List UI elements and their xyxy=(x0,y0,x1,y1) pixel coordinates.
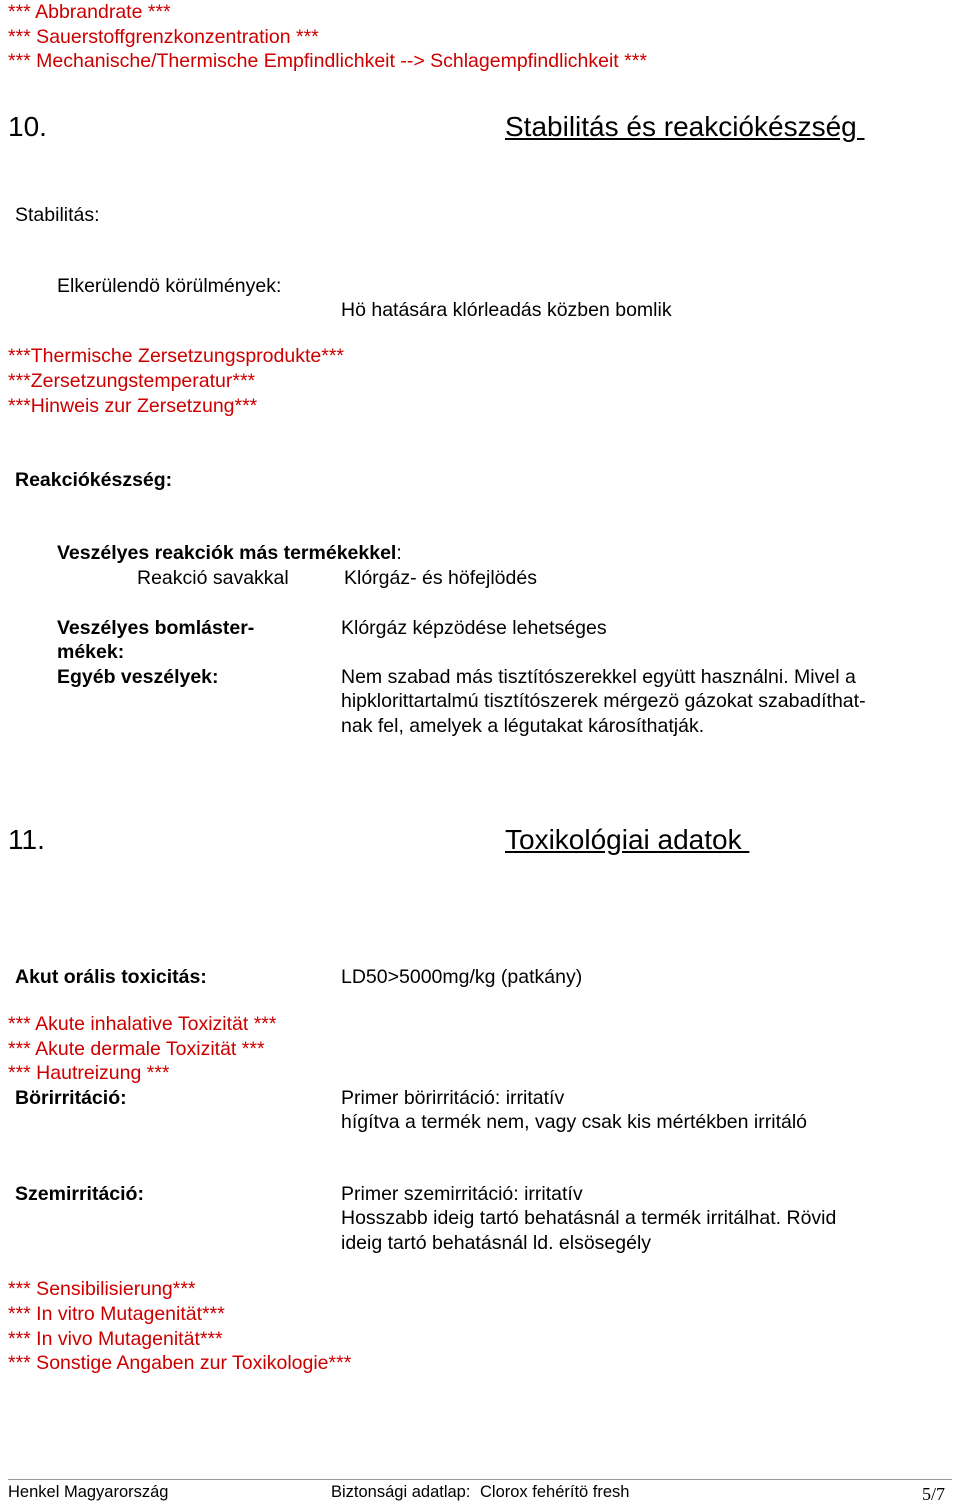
oral-toxicity-label: Akut orális toxicitás: xyxy=(15,966,207,988)
red-note-inhalative: *** Akute inhalative Toxizität *** xyxy=(8,1013,277,1035)
reactivity-label: Reakciókészség: xyxy=(15,469,173,491)
eye-irritation-value-1: Primer szemirritáció: irritatív xyxy=(341,1183,583,1205)
red-note-in-vitro: *** In vitro Mutagenität*** xyxy=(8,1303,225,1325)
oral-toxicity-value: LD50>5000mg/kg (patkány) xyxy=(341,966,583,988)
red-note-thermal-products: ***Thermische Zersetzungsprodukte*** xyxy=(8,345,344,367)
red-note-oxygen-limit: *** Sauerstoffgrenzkonzentration *** xyxy=(8,26,319,48)
acid-reaction-value: Klórgáz- és höfejlödés xyxy=(344,567,537,589)
dangerous-reactions-label: Veszélyes reakciók más termékekkel xyxy=(57,542,397,564)
section-10-number: 10. xyxy=(8,111,47,142)
dangerous-reactions-colon: : xyxy=(396,542,402,564)
other-hazards-line-1: Nem szabad más tisztítószerekkel együtt használni. Mivel a xyxy=(341,666,856,688)
red-note-skin-irritation: *** Hautreizung *** xyxy=(8,1062,170,1084)
dangerous-reactions-heading xyxy=(57,541,402,566)
avoid-conditions-value: Hö hatására klórleadás közben bomlik xyxy=(341,299,672,321)
red-note-burn-rate: *** Abbrandrate *** xyxy=(8,1,171,23)
footer-doc-label: Biztonsági adatlap: xyxy=(331,1483,471,1501)
eye-irritation-value-2: Hosszabb ideig tartó behatásnál a termék irritálhat. Rövid xyxy=(341,1207,837,1229)
section-11-title: Toxikológiai adatok xyxy=(505,824,750,855)
other-hazards-line-3: nak fel, amelyek a légutakat károsíthatják. xyxy=(341,715,705,737)
decomposition-products-label-cont: mékek: xyxy=(57,641,125,663)
other-hazards-label: Egyéb veszélyek: xyxy=(57,666,219,688)
stability-label: Stabilitás: xyxy=(15,204,100,226)
skin-irritation-value-2: hígítva a termék nem, vagy csak kis mértékben irritáló xyxy=(341,1111,808,1133)
decomposition-products-label: Veszélyes bomláster- xyxy=(57,617,255,639)
eye-irritation-label: Szemirritáció: xyxy=(15,1183,144,1205)
footer-divider xyxy=(8,1479,952,1480)
footer-company: Henkel Magyarország xyxy=(8,1483,169,1501)
red-note-sensitivity: *** Mechanische/Thermische Empfindlichkeit --> Schlagempfindlichkeit *** xyxy=(8,50,647,72)
acid-reaction-label: Reakció savakkal xyxy=(137,567,289,589)
red-note-sensitization: *** Sensibilisierung*** xyxy=(8,1278,196,1300)
skin-irritation-value-1: Primer börirritáció: irritatív xyxy=(341,1087,565,1109)
red-note-decomp-temp: ***Zersetzungstemperatur*** xyxy=(8,370,256,392)
red-note-other-tox: *** Sonstige Angaben zur Toxikologie*** xyxy=(8,1352,352,1374)
red-note-decomp-hint: ***Hinweis zur Zersetzung*** xyxy=(8,395,258,417)
section-11-number: 11. xyxy=(8,824,45,855)
other-hazards-line-2: hipklorittartalmú tisztítószerek mérgezö gázokat szabadíthat- xyxy=(341,690,866,712)
eye-irritation-value-3: ideig tartó behatásnál ld. elsösegély xyxy=(341,1232,652,1254)
red-note-dermal: *** Akute dermale Toxizität *** xyxy=(8,1038,265,1060)
avoid-conditions-label: Elkerülendö körülmények: xyxy=(57,275,282,297)
skin-irritation-label: Börirritáció: xyxy=(15,1087,127,1109)
footer-product: Clorox fehérítö fresh xyxy=(480,1483,630,1501)
footer-page-number: 5/7 xyxy=(922,1484,946,1504)
section-10-title: Stabilitás és reakciókészség xyxy=(505,111,865,142)
decomposition-products-value: Klórgáz képzödése lehetséges xyxy=(341,617,607,639)
red-note-in-vivo: *** In vivo Mutagenität*** xyxy=(8,1328,223,1350)
